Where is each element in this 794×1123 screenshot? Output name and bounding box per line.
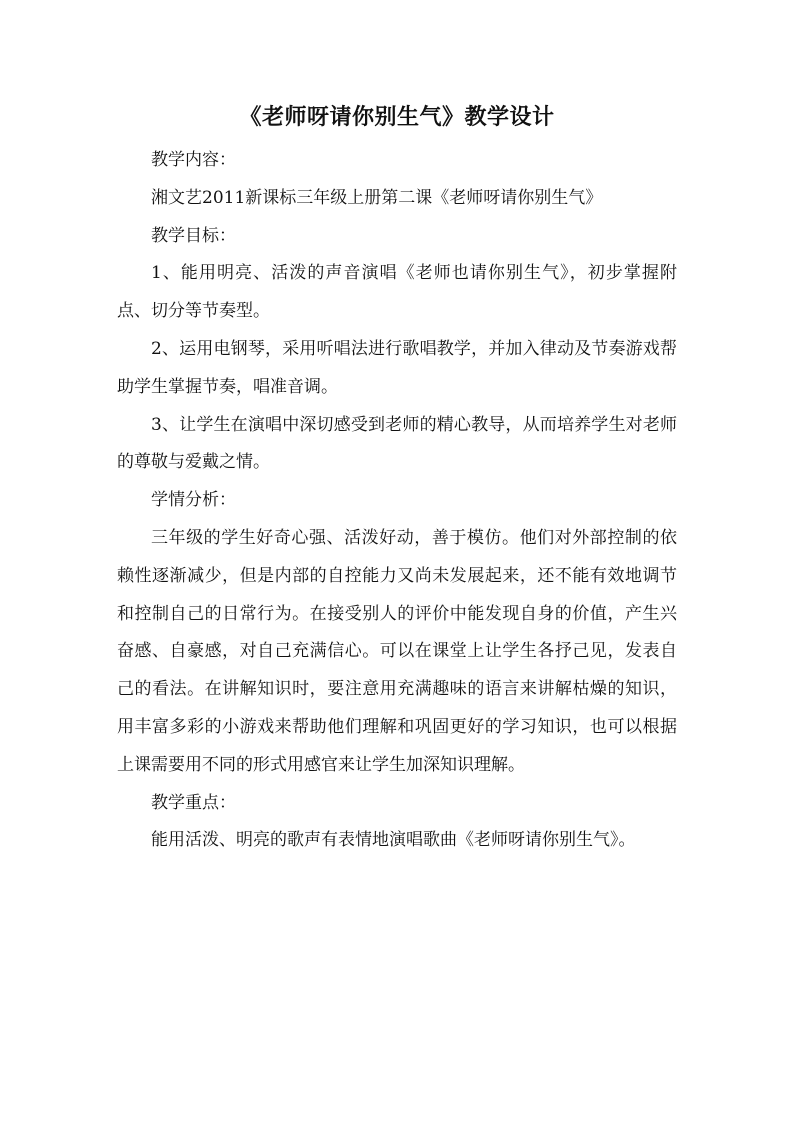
paragraph-teaching-content: 湘文艺2011新课标三年级上册第二课《老师呀请你别生气》 <box>151 187 603 208</box>
document-title: 《老师呀请你别生气》教学设计 <box>239 104 555 130</box>
paragraph-goal-1: 1、能用明亮、活泼的声音演唱《老师也请你别生气》，初步掌握附点、切分等节奏型。 <box>117 263 677 322</box>
paragraph-key-points: 能用活泼、明亮的歌声有表情地演唱歌曲《老师呀请你别生气》。 <box>151 830 636 851</box>
paragraph-goal-2: 2、运用电钢琴，采用听唱法进行歌唱教学，并加入律动及节奏游戏帮助学生掌握节奏，唱准音调。 <box>117 338 677 397</box>
document-body <box>117 142 677 860</box>
section-heading-teaching-goals: 教学目标： <box>151 225 236 246</box>
paragraph-student-analysis: 三年级的学生好奇心强、活泼好动，善于模仿。他们对外部控制的依赖性逐渐减少，但是内部的自控能力又尚未发展起来，还不能有效地调节和控制自己的日常行为。在接受别人的评价中能发现自身的价值，产生兴奋感、自豪感，对自己充满信心。可以在课堂上让学生各抒己见，发表自己的看法。在讲解知识时，要注意用充满趣味的语言来讲解枯燥的知识，用丰富多彩的小游戏来帮助他们理解和巩固更好的学习知识，也可以根据上课需要用不同的形式用感官来让学生加深知识理解。 <box>117 527 677 775</box>
section-heading-student-analysis: 学情分析： <box>151 490 236 511</box>
section-heading-teaching-content: 教学内容： <box>151 150 236 170</box>
paragraph-goal-3: 3、让学生在演唱中深切感受到老师的精心教导，从而培养学生对老师的尊敬与爱戴之情。 <box>117 414 677 473</box>
section-heading-key-points: 教学重点： <box>151 792 236 813</box>
